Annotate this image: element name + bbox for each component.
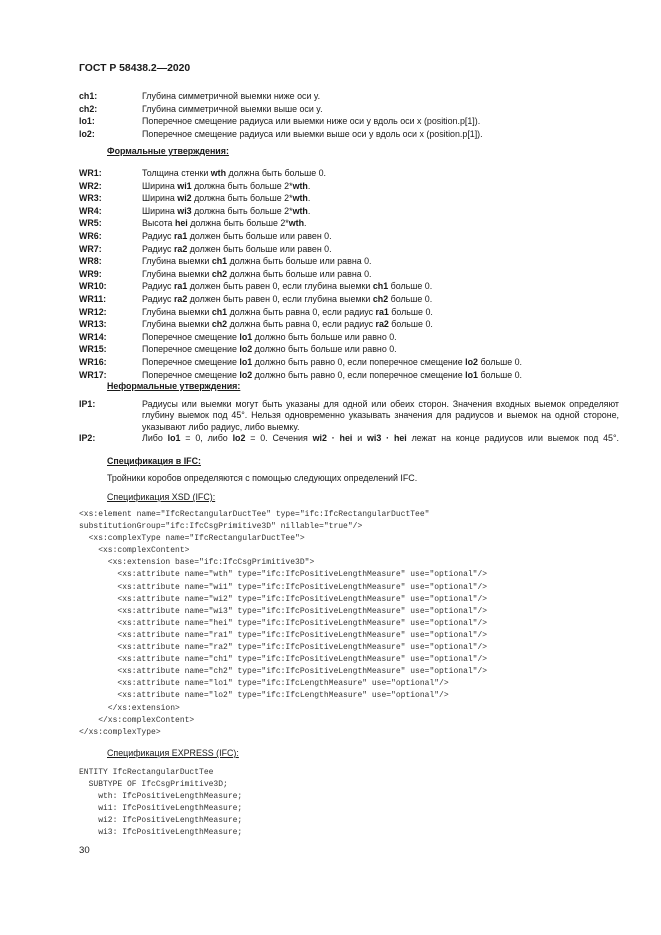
row-label: WR9:: [79, 268, 102, 279]
row-text: Поперечное смещение lo2 должно быть больше или равно 0.: [142, 344, 397, 355]
row-label: WR4:: [79, 205, 102, 216]
code-line: <xs:complexContent>: [79, 546, 190, 556]
row-label: IP1:: [79, 399, 96, 409]
code-line: <xs:complexType name="IfcRectangularDuctTee">: [79, 534, 305, 544]
page-header: ГОСТ Р 58438.2—2020: [79, 63, 191, 74]
row-label: WR3:: [79, 193, 102, 204]
definition-row: [79, 343, 619, 356]
row-text: Либо lo1 = 0, либо lo2 = 0. Сечения wi2 · hei и wi3 · hei лежат на конце радиусов или выемок под 45°.: [142, 433, 620, 444]
definition-row: [79, 369, 619, 382]
definition-row: [79, 306, 619, 319]
code-line: </xs:extension>: [79, 703, 180, 713]
code-line: <xs:attribute name="wi2" type="ifc:IfcPositiveLengthMeasure" use="optional"/>: [79, 594, 488, 604]
row-text: Поперечное смещение lo2 должно быть равно 0, если поперечное смещение lo1 больше 0.: [142, 369, 522, 380]
code-line: <xs:extension base="ifc:IfcCsgPrimitive3D">: [79, 558, 315, 568]
xsd-code-block: [79, 509, 487, 739]
express-spec-heading: Спецификация EXPRESS (IFC):: [107, 748, 239, 758]
row-label: WR11:: [79, 293, 107, 304]
code-line: wi3: IfcPositiveLengthMeasure;: [79, 828, 243, 838]
definition-row: [79, 268, 619, 281]
definition-row: [79, 90, 619, 103]
row-text: Поперечное смещение lo1 должно быть равно 0, если поперечное смещение lo2 больше 0.: [142, 356, 522, 367]
code-line: wi1: IfcPositiveLengthMeasure;: [79, 804, 243, 814]
row-label: IP2:: [79, 433, 96, 444]
definition-row: [79, 243, 619, 256]
definition-row: [79, 167, 619, 180]
row-label: lo2:: [79, 128, 95, 139]
code-line: </xs:complexType>: [79, 727, 161, 737]
row-label: WR1:: [79, 168, 102, 178]
code-line: <xs:attribute name="wi1" type="ifc:IfcPositiveLengthMeasure" use="optional"/>: [79, 582, 488, 592]
code-line: ENTITY IfcRectangularDuctTee: [79, 768, 214, 777]
definition-row: [79, 318, 619, 331]
express-code-block: [79, 767, 242, 840]
row-text: Ширина wi3 должна быть больше 2*wth.: [142, 205, 311, 216]
code-line: <xs:attribute name="ra1" type="ifc:IfcPositiveLengthMeasure" use="optional"/>: [79, 630, 488, 640]
definition-row: [79, 115, 619, 128]
row-text: Толщина стенки wth должна быть больше 0.: [142, 168, 327, 178]
definition-row: [79, 128, 619, 141]
row-text: Поперечное смещение радиуса или выемки ниже оси y вдоль оси x (position.p[1]).: [142, 116, 481, 127]
row-label: WR13:: [79, 319, 107, 330]
definition-row: [79, 217, 619, 230]
definition-row: [79, 180, 619, 193]
row-text: Радиус ra1 должен быть больше или равен 0.: [142, 230, 332, 241]
row-label: WR8:: [79, 256, 102, 267]
code-line: wi2: IfcPositiveLengthMeasure;: [79, 816, 243, 826]
definition-row: [79, 293, 619, 306]
row-text: Глубина выемки ch2 должна быть больше или равна 0.: [142, 268, 372, 279]
row-text: Глубина выемки ch1 должна быть равна 0, если радиус ra1 больше 0.: [142, 306, 433, 317]
code-line: <xs:attribute name="ch2" type="ifc:IfcPositiveLengthMeasure" use="optional"/>: [79, 667, 488, 677]
row-text: Глубина симметричной выемки выше оси y.: [142, 103, 323, 114]
definition-row: [79, 356, 619, 369]
informal-rule-row: [79, 399, 619, 433]
code-line: substitutionGroup="ifc:IfcCsgPrimitive3D" nillable="true"/>: [79, 522, 363, 532]
row-text: Поперечное смещение радиуса или выемки выше оси y вдоль оси x (position.p[1]).: [142, 128, 483, 139]
row-text: Глубина выемки ch2 должна быть равна 0, если радиус ra2 больше 0.: [142, 319, 433, 330]
row-label: WR15:: [79, 344, 107, 355]
formal-rules-heading: Формальные утверждения:: [107, 146, 229, 156]
code-line: wth: IfcPositiveLengthMeasure;: [79, 792, 243, 802]
ifc-spec-heading: Спецификация в IFC:: [107, 456, 201, 466]
row-text: Радиус ra2 должен быть больше или равен 0.: [142, 243, 332, 254]
row-label: WR17:: [79, 369, 107, 380]
row-label: WR10:: [79, 281, 107, 292]
row-label: WR5:: [79, 218, 102, 229]
row-text: Поперечное смещение lo1 должно быть больше или равно 0.: [142, 331, 397, 342]
row-label: ch1:: [79, 91, 98, 101]
code-line: <xs:attribute name="wth" type="ifc:IfcPositiveLengthMeasure" use="optional"/>: [79, 570, 488, 580]
code-line: SUBTYPE OF IfcCsgPrimitive3D;: [79, 780, 228, 790]
row-text: Высота hei должна быть больше 2*wth.: [142, 218, 307, 229]
row-label: WR12:: [79, 306, 107, 317]
row-text: Глубина выемки ch1 должна быть больше или равна 0.: [142, 256, 372, 267]
row-label: lo1:: [79, 116, 95, 127]
definition-row: [79, 192, 619, 205]
row-text: Радиусы или выемки могут быть указаны для одной или обеих сторон. Значения входных выемок определяют глубину выемок под 45°. Нельзя одновременно указывать значения для радиусов и выемок на одной стороне, указывают либо радиус, либо выемку.: [142, 399, 619, 432]
definition-row: [79, 255, 619, 268]
code-line: <xs:element name="IfcRectangularDuctTee" type="ifc:IfcRectangularDuctTee": [79, 510, 430, 519]
xsd-spec-heading: Спецификация XSD (IFC):: [107, 492, 216, 502]
definition-row: [79, 205, 619, 218]
code-line: <xs:attribute name="lo1" type="ifc:IfcLengthMeasure" use="optional"/>: [79, 679, 449, 689]
definition-row: [79, 280, 619, 293]
code-line: <xs:attribute name="wi3" type="ifc:IfcPositiveLengthMeasure" use="optional"/>: [79, 606, 488, 616]
code-line: <xs:attribute name="ra2" type="ifc:IfcPositiveLengthMeasure" use="optional"/>: [79, 643, 488, 653]
code-line: </xs:complexContent>: [79, 715, 195, 725]
row-text: Ширина wi2 должна быть больше 2*wth.: [142, 193, 311, 204]
code-line: <xs:attribute name="hei" type="ifc:IfcPositiveLengthMeasure" use="optional"/>: [79, 618, 488, 628]
row-text: Радиус ra1 должен быть равен 0, если глубина выемки ch1 больше 0.: [142, 281, 433, 292]
row-label: WR6:: [79, 230, 102, 241]
row-label: WR14:: [79, 331, 107, 342]
ifc-spec-text: Тройники коробов определяются с помощью следующих определений IFC.: [107, 473, 418, 483]
row-text: Глубина симметричной выемки ниже оси y.: [142, 91, 321, 101]
informal-rule-row: [79, 433, 619, 444]
formal-rules-list: [79, 167, 619, 381]
definition-row: [79, 230, 619, 243]
code-line: <xs:attribute name="lo2" type="ifc:IfcLengthMeasure" use="optional"/>: [79, 691, 449, 701]
definition-row: [79, 103, 619, 116]
row-label: ch2:: [79, 103, 98, 114]
row-text: Ширина wi1 должна быть больше 2*wth.: [142, 180, 311, 191]
row-label: WR16:: [79, 356, 107, 367]
informal-rules-heading: Неформальные утверждения:: [107, 381, 241, 391]
definitions-list: [79, 90, 619, 140]
row-text: Радиус ra2 должен быть равен 0, если глубина выемки ch2 больше 0.: [142, 293, 433, 304]
code-line: <xs:attribute name="ch1" type="ifc:IfcPositiveLengthMeasure" use="optional"/>: [79, 655, 488, 665]
row-label: WR2:: [79, 180, 102, 191]
row-label: WR7:: [79, 243, 102, 254]
informal-rules-list: [79, 399, 619, 445]
definition-row: [79, 331, 619, 344]
page-number: 30: [79, 845, 90, 856]
